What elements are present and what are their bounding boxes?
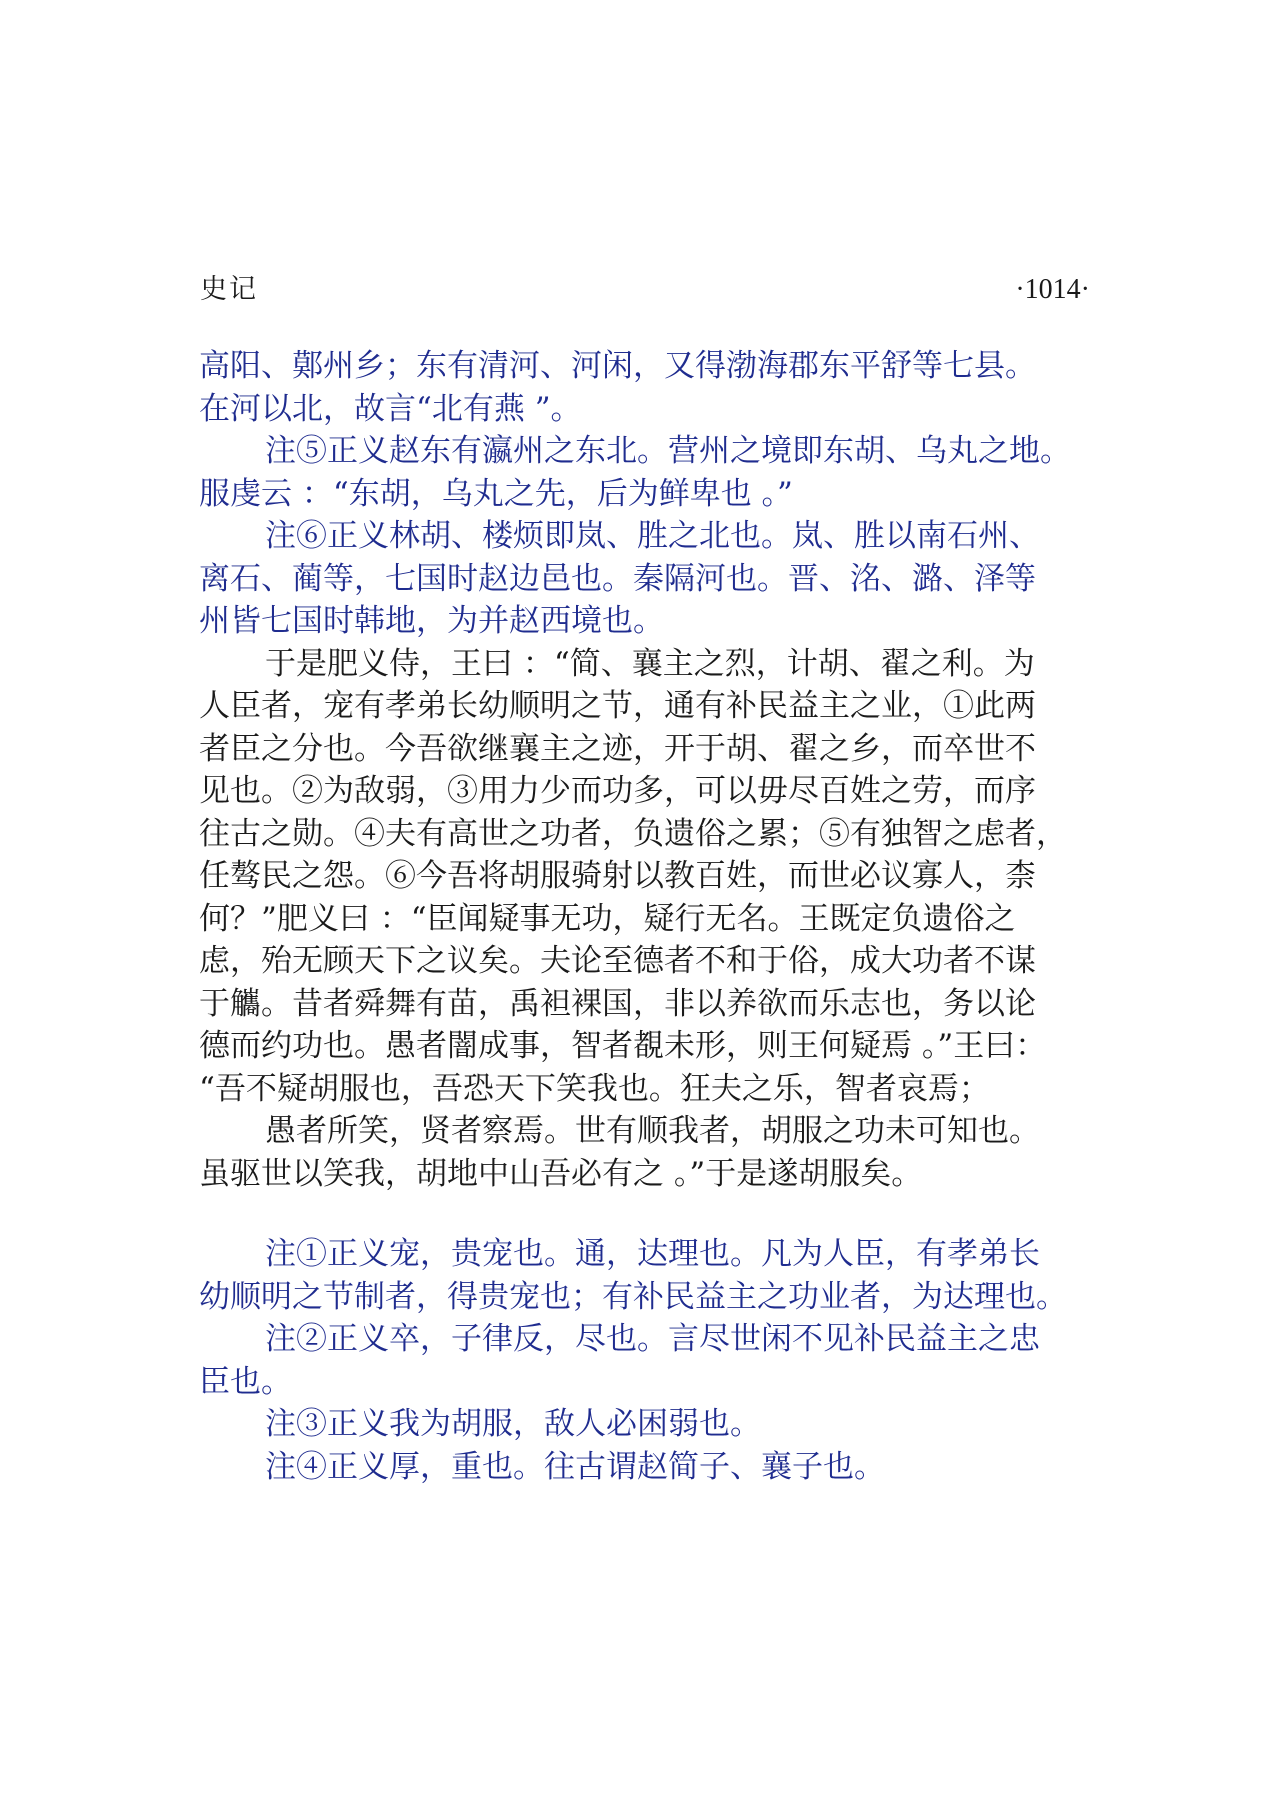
text-line: 往古之勋。④夫有高世之功者，负遗俗之累；⑤有独智之虑者， bbox=[199, 815, 1067, 852]
note-line: 幼顺明之节制者，得贵宠也；有补民益主之功业者，为达理也。 bbox=[199, 1278, 1067, 1315]
note-line: 臣也。 bbox=[199, 1363, 292, 1400]
text-line: “吾不疑胡服也，吾恐天下笑我也。狂夫之乐，智者哀焉； bbox=[199, 1070, 990, 1107]
page-body bbox=[199, 345, 1119, 1488]
note-line: 服虔云 ：“东胡，乌丸之先，后为鲜卑也 。” bbox=[199, 475, 793, 512]
book-title: 史记 bbox=[200, 274, 258, 305]
text-line: 虑，殆无顾天下之议矣。夫论至德者不和于俗，成大功者不谋 bbox=[199, 943, 1036, 979]
text-line: 于觿。昔者舜舞有苗，禹袒裸国，非以养欲而乐志也，务以论 bbox=[199, 985, 1036, 1022]
text-line: 愚者所笑，贤者察焉。世有顺我者，胡服之功未可知也。 bbox=[265, 1113, 1040, 1149]
text-line: 德而约功也。愚者闇成事，智者覩未形，则王何疑焉 。”王曰： bbox=[199, 1028, 1047, 1064]
note-line: 注②正义卒，子律反，尽也。言尽世闲不见补民益主之忠 bbox=[265, 1321, 1040, 1357]
text-line: 虽驱世以笑我，胡地中山吾必有之 。”于是遂胡服矣。 bbox=[199, 1155, 923, 1192]
text-line: 见也。②为敌弱，③用力少而功多，可以毋尽百姓之劳，而序 bbox=[199, 773, 1036, 809]
page-number: ·1014· bbox=[1015, 274, 1090, 305]
note-line: 注③正义我为胡服，敌人必困弱也。 bbox=[265, 1406, 761, 1442]
text-line: 于是肥义侍，王曰 ：“简、襄主之烈，计胡、翟之利。为 bbox=[265, 645, 1035, 682]
note-line: 注④正义厚，重也。往古谓赵简子、襄子也。 bbox=[265, 1448, 885, 1485]
note-line: 注①正义宠，贵宠也。通，达理也。凡为人臣，有孝弟长 bbox=[265, 1236, 1040, 1272]
note-line: 高阳、鄚州乡；东有清河、河闲，又得渤海郡东平舒等七县。 bbox=[199, 348, 1036, 384]
note-line: 州皆七国时韩地，为并赵西境也。 bbox=[199, 603, 664, 639]
paragraph-gap bbox=[199, 1195, 1119, 1233]
note-line: 注⑥正义林胡、楼烦即岚、胜之北也。岚、胜以南石州、 bbox=[265, 518, 1040, 554]
text-line: 任骜民之怨。⑥今吾将胡服骑射以教百姓，而世必议寡人，柰 bbox=[199, 858, 1036, 894]
note-line: 离石、蔺等，七国时赵边邑也。秦隔河也。晋、洺、潞、泽等 bbox=[199, 560, 1036, 597]
text-line: 何？”肥义曰 ：“臣闻疑事无功，疑行无名。王既定负遗俗之 bbox=[199, 900, 1016, 937]
note-line: 在河以北，故言“北有燕 ”。 bbox=[199, 390, 582, 427]
text-line: 者臣之分也。今吾欲继襄主之迹，开于胡、翟之乡，而卒世不 bbox=[199, 730, 1036, 767]
page-header bbox=[200, 268, 1090, 312]
note-line: 注⑤正义赵东有瀛州之东北。营州之境即东胡、乌丸之地。 bbox=[265, 433, 1071, 469]
note-block-bottom bbox=[199, 1233, 1119, 1488]
main-text bbox=[199, 643, 1119, 1196]
note-block-top bbox=[199, 345, 1119, 643]
text-line: 人臣者，宠有孝弟长幼顺明之节，通有补民益主之业，①此两 bbox=[199, 688, 1036, 724]
